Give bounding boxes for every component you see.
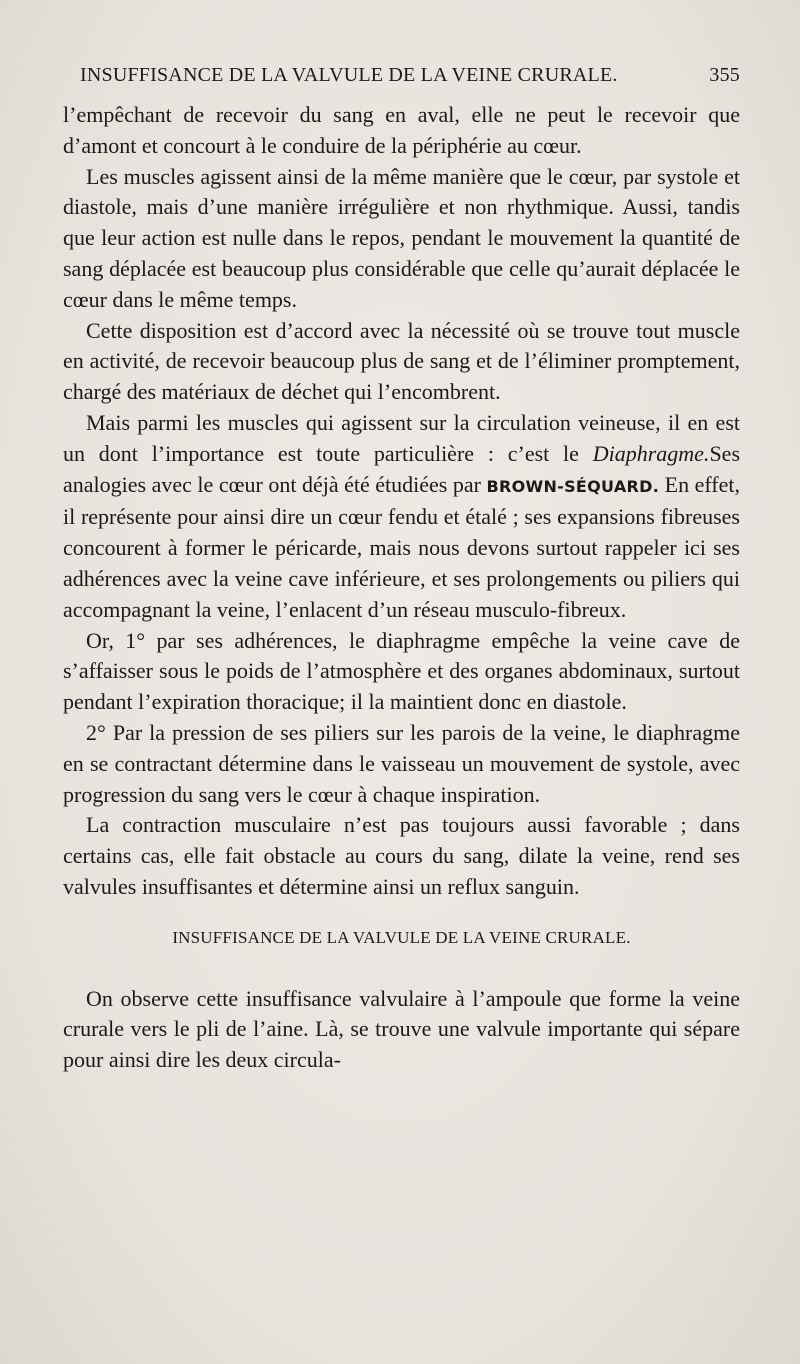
paragraph-continued: l’empêchant de recevoir du sang en aval, elle ne peut le recevoir que d’amont et concourt à le conduire de la périphérie au cœur. bbox=[63, 102, 740, 158]
paragraph-diaphragm-text-2: Ses analogies avec le cœur ont déjà été étudiées par bbox=[63, 440, 740, 497]
paragraph-contraction: La contraction musculaire n’est pas toujours aussi favorable ; dans certains cas, elle fait obstacle au cours du sang, dilate la veine, rend ses valvules insuffisantes et détermine ainsi un reflux sanguin. bbox=[63, 812, 740, 899]
body-text bbox=[63, 100, 740, 1076]
paragraph-diaphragm-text-1: Mais parmi les muscles qui agissent sur la circulation veineuse, il en est un dont l’importance est toute particulière : c’est le bbox=[63, 409, 740, 466]
paragraph-point-2: 2° Par la pression de ses piliers sur les parois de la veine, le diaphragme en se contractant détermine dans le vaisseau un mouvement de systole, avec progression du sang vers le cœur à chaque inspiration. bbox=[63, 719, 740, 807]
paragraph-section-intro: On observe cette insuffisance valvulaire à l’ampoule que forme la veine crurale vers le pli de l’aine. Là, se trouve une valvule importante qui sépare pour ainsi dire les deux circula- bbox=[63, 985, 740, 1073]
diaphragme-italic: Diaphragme. bbox=[592, 440, 710, 466]
running-head-title: INSUFFISANCE DE LA VALVULE DE LA VEINE CRURALE. bbox=[80, 64, 618, 86]
section-heading: INSUFFISANCE DE LA VALVULE DE LA VEINE CRURALE. bbox=[172, 927, 631, 947]
page-number: 355 bbox=[709, 64, 740, 86]
paragraph-point-1: Or, 1° par ses adhérences, le diaphragme empêche la veine cave de s’affaisser sous le poids de l’atmosphère et des organes abdominaux, surtout pendant l’expiration thoracique; il la maintient donc en diastole. bbox=[63, 627, 740, 715]
paragraph-diaphragm-text-3: En effet, il représente pour ainsi dire un cœur fendu et étalé ; ses expansions fibreuses concourent à former le péricarde, mais nous devons surtout rappeler ici ses adhérences avec la veine cave inférieure, et ses prolongements ou piliers qui accompagnant la veine, l’enlacent d’un réseau musculo-fibreux. bbox=[63, 471, 741, 622]
paragraph-diaphragm bbox=[63, 408, 740, 626]
author-name: BROWN-SÉQUARD. bbox=[486, 476, 660, 496]
paragraph-muscles: Les muscles agissent ainsi de la même manière que le cœur, par systole et diastole, mais d’une manière irrégulière et non rhythmique. Aussi, tandis que leur action est nulle dans le repos, pendant le mouvement la quantité de sang déplacée est beaucoup plus considérable que celle qu’aurait déplacée le cœur dans le même temps. bbox=[63, 163, 740, 312]
paragraph-disposition: Cette disposition est d’accord avec la nécessité où se trouve tout muscle en activité, de recevoir beaucoup plus de sang et de l’éliminer promptement, chargé des matériaux de déchet qui l’encombrent. bbox=[63, 317, 740, 405]
